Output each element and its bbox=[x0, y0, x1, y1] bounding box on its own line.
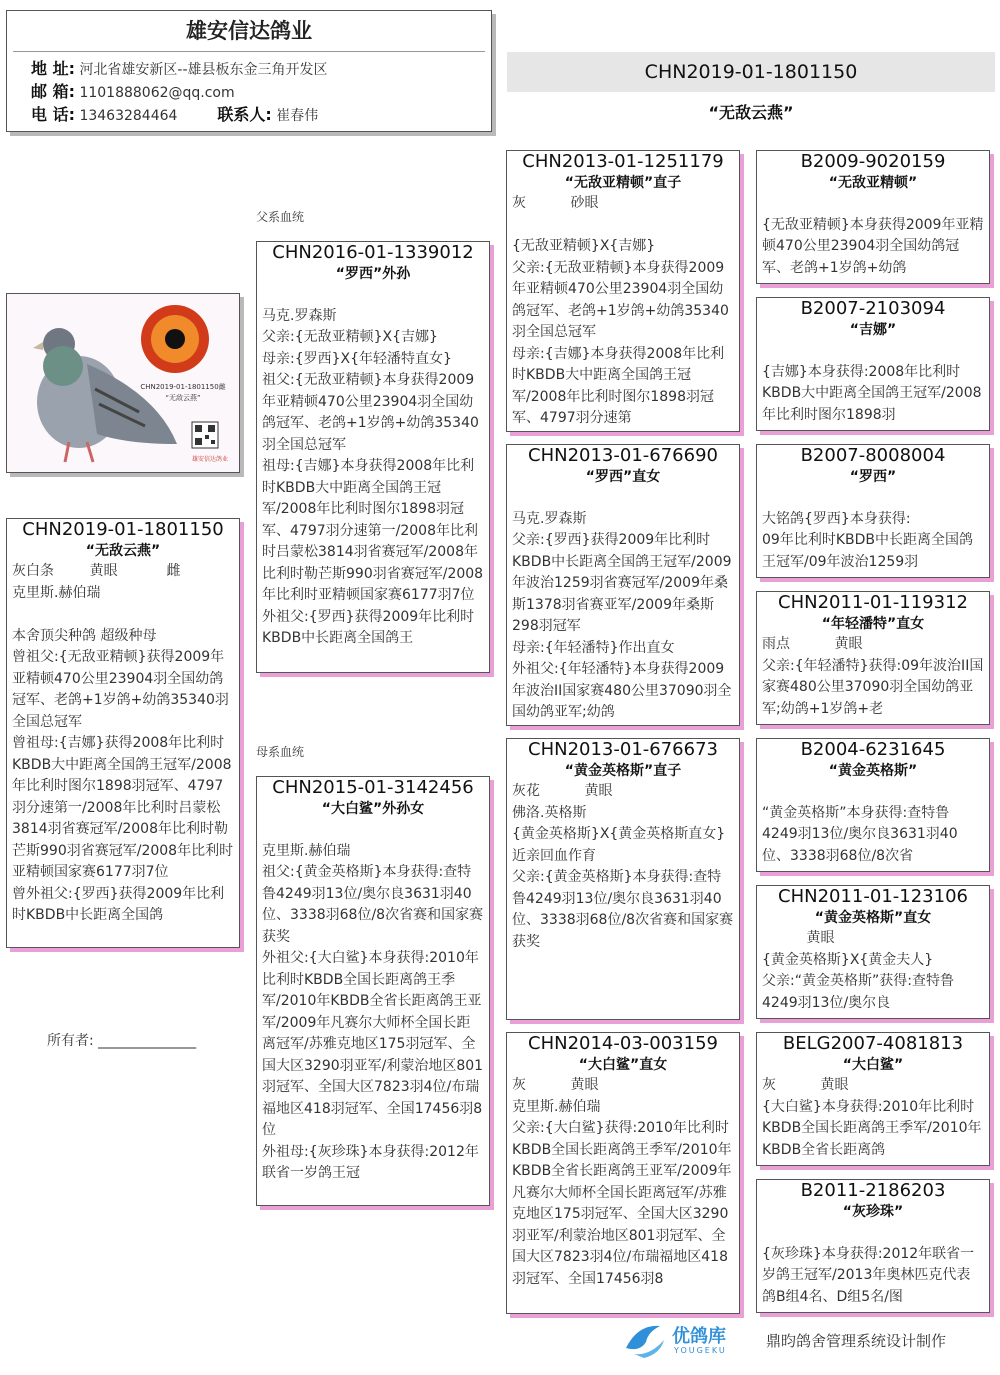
breeder-header bbox=[6, 10, 492, 132]
brand-credit: 鼎昀鸽舍管理系统设计制作 bbox=[766, 1332, 947, 1350]
owner-line bbox=[47, 1030, 196, 1050]
brand-name-cn: 优鸽库 bbox=[672, 1326, 726, 1347]
card-nickname: “无敌亚精顿” bbox=[828, 175, 918, 191]
photo-seal: 雄安信达鸽业 bbox=[191, 456, 228, 463]
card-details: 灰白条 黄眼 雌 克里斯.赫伯瑞 本舍顶尖种鸽 超级种母 曾祖父:{无敌亚精顿}获得2009年亚精顿470公里23904羽全国幼鸽冠军、老鸽+1岁鸽+幼鸽35340羽全国总冠军 曾祖母:{吉娜}获得2008年比利时KBDB大中距离全国鸽王冠军/2008年比利时图尔1898羽冠军、4797羽分速第一/2008年比利时吕蒙松3814羽省赛冠军/2008年比利时勒芒斯990羽省赛冠军/2008年比利时亚精顿国家赛6177羽7位 曾外祖父:{罗西}获得2009年比利时KBDB中长距离全国鸽 bbox=[12, 563, 234, 923]
pedigree-card-ssd bbox=[756, 297, 990, 431]
pedigree-card-sds bbox=[756, 444, 990, 578]
address-value: 河北省雄安新区--雄县板东金三角开发区 bbox=[79, 62, 328, 78]
card-ring: B2009-9020159 bbox=[800, 151, 946, 172]
photo-name-caption: “无敌云燕” bbox=[165, 394, 201, 402]
photo-ring-caption: CHN2019-01-1801150雌 bbox=[140, 383, 226, 391]
card-nickname: “黄金英格斯” bbox=[828, 763, 918, 779]
card-details: “黄金英格斯”本身获得:查特鲁4249羽13位/奥尔良3631羽40位、3338羽68位/8次省 bbox=[762, 804, 958, 864]
phone-value: 13463284464 bbox=[79, 108, 178, 124]
card-nickname: “罗西”外孙 bbox=[335, 266, 411, 282]
pedigree-card-sire-dam bbox=[506, 444, 740, 726]
dam-line-label: 母系血统 bbox=[256, 745, 305, 759]
pedigree-card-dam-dam bbox=[506, 1032, 740, 1314]
card-details: 灰 砂眼 {无敌亚精顿}X{吉娜} 父亲:{无敌亚精顿}本身获得2009年亚精顿470公里23904羽全国幼鸽冠军、老鸽+1岁鸽+幼鸽35340羽全国总冠军 母亲:{吉娜}本身获得2008年比利时KBDB大中距离全国鸽王冠军/2008年比利时图尔1898羽冠军、4797羽分速第 bbox=[512, 195, 729, 426]
card-nickname: “黄金英格斯”直女 bbox=[814, 910, 932, 926]
contact-value: 崔春伟 bbox=[276, 108, 319, 124]
contact-label: 联系人: bbox=[217, 105, 272, 124]
subject-nickname: “无敌云燕” bbox=[708, 103, 794, 122]
pedigree-card-self bbox=[6, 518, 240, 948]
card-nickname: “灰珍珠” bbox=[842, 1204, 904, 1220]
pedigree-card-dds bbox=[756, 1032, 990, 1166]
pedigree-card-ddd bbox=[756, 1179, 990, 1313]
card-details: 克里斯.赫伯瑞 祖父:{黄金英格斯}本身获得:查特鲁4249羽13位/奥尔良3631羽40位、3338羽68位/8次省赛和国家赛获奖 外祖父:{大白鲨}本身获得:2010年比利时KBDB全国长距离鸽王季军/2010年KBDB全省长距离鸽王亚军/2009年凡赛尔大师杯全国长距离冠军/苏雅克地区175羽冠军、全国大区3290羽亚军/利蒙治地区801羽冠军、全国大区7823羽4位/布瑞福地区418羽冠军、全国17456羽8位 外祖母:{灰珍珠}本身获得:2012年联省一岁鸽王冠 bbox=[262, 842, 484, 1181]
card-ring: BELG2007-4081813 bbox=[782, 1033, 964, 1054]
address-label: 地 址: bbox=[31, 59, 75, 78]
pedigree-card-sire bbox=[256, 241, 490, 673]
card-nickname: “年轻潘特”直女 bbox=[821, 616, 925, 632]
card-details: 灰 黄眼 {大白鲨}本身获得:2010年比利时KBDB全国长距离鸽王季军/2010年KBDB全省长距离鸽 bbox=[762, 1077, 982, 1158]
card-ring: CHN2013-01-1251179 bbox=[522, 151, 724, 172]
card-details: {灰珍珠}本身获得:2012年联省一岁鸽王冠军/2013年奥林匹克代表鸽B组4名、D组5名/图 bbox=[762, 1245, 975, 1305]
card-details: 马克.罗森斯 父亲:{无敌亚精顿}X{吉娜} 母亲:{罗西}X{年轻潘特直女} 祖父:{无敌亚精顿}本身获得2009年亚精顿470公里23904羽全国幼鸽冠军、老鸽+1岁鸽+幼鸽35340羽全国总冠军 祖母:{吉娜}本身获得2008年比利时KBDB大中距离全国鸽王冠军/2008年比利时图尔1898羽冠军、4797羽分速第一/2008年比利时吕蒙松3814羽省赛冠军/2008年比利时勒芒斯990羽省赛冠军/2008年比利时亚精顿国家赛6177羽7位 外祖父:{罗西}获得2009年比利时KBDB中长距离全国鸽王 bbox=[262, 307, 484, 646]
card-details: 灰 黄眼 克里斯.赫伯瑞 父亲:{大白鲨}获得:2010年比利时KBDB全国长距离鸽王季军/2010年KBDB全省长距离鸽王亚军/2009年凡赛尔大师杯全国长距离冠军/苏雅克地区175羽冠军、全国大区3290羽亚军/利蒙治地区801羽冠军、全国大区7823羽4位/布瑞福地区418羽冠军、全国17456羽8 bbox=[512, 1077, 732, 1287]
card-ring: CHN2019-01-1801150 bbox=[22, 519, 224, 540]
card-ring: CHN2015-01-3142456 bbox=[272, 777, 474, 798]
card-nickname: “无敌云燕” bbox=[85, 543, 161, 559]
card-details: 灰花 黄眼 佛洛.英格斯 {黄金英格斯}X{黄金英格斯直女}近亲回血作育 父亲:{黄金英格斯}本身获得:查特鲁4249羽13位/奥尔良3631羽40位、3338羽68位/8次省赛和国家赛获奖 bbox=[512, 783, 734, 950]
header-divider bbox=[13, 51, 485, 52]
card-nickname: “大白鲨” bbox=[842, 1057, 904, 1073]
card-ring: B2004-6231645 bbox=[800, 739, 946, 760]
card-nickname: “罗西” bbox=[849, 469, 897, 485]
card-ring: CHN2014-03-003159 bbox=[528, 1033, 718, 1054]
card-ring: CHN2011-01-123106 bbox=[778, 886, 968, 907]
card-details: {无敌亚精顿}本身获得2009年亚精顿470公里23904羽全国幼鸽冠军、老鸽+1岁鸽+幼鸽 bbox=[762, 216, 984, 276]
pedigree-card-dam bbox=[256, 776, 490, 1206]
card-details: 马克.罗森斯 父亲:{罗西}获得2009年比利时KBDB中长距离全国鸽王冠军/2009年波治1259羽省赛冠军/2009年桑斯1378羽省赛亚军/2009年桑斯298羽冠军 母亲:{年轻潘特}作出直女 外祖父:{年轻潘特}本身获得2009年波治II国家赛480公里37090羽全国幼鸽亚军;幼鸽 bbox=[512, 510, 732, 720]
footer-brand bbox=[620, 1318, 990, 1362]
breeder-title: 雄安信达鸽业 bbox=[186, 19, 312, 43]
card-ring: CHN2011-01-119312 bbox=[778, 592, 968, 613]
card-nickname: “无敌亚精顿”直子 bbox=[564, 175, 682, 191]
card-nickname: “大白鲨”外孙女 bbox=[321, 801, 425, 817]
card-ring: B2011-2186203 bbox=[800, 1180, 946, 1201]
brand-name-en: YOUGEKU bbox=[674, 1346, 727, 1355]
phone-row bbox=[7, 104, 491, 127]
pedigree-card-dss bbox=[756, 738, 990, 872]
card-ring: B2007-8008004 bbox=[800, 445, 946, 466]
card-ring: B2007-2103094 bbox=[800, 298, 946, 319]
pedigree-card-sss bbox=[756, 150, 990, 284]
phone-label: 电 话: bbox=[31, 105, 75, 124]
pedigree-card-dsd bbox=[756, 885, 990, 1019]
pedigree-card-sire-sire bbox=[506, 150, 740, 432]
subject-ring-band: CHN2019-01-1801150 bbox=[507, 52, 995, 92]
card-details: 黄眼 {黄金英格斯}X{黄金夫人} 父亲:“黄金英格斯”获得:查特鲁4249羽13位/奥尔良 bbox=[762, 930, 954, 1011]
card-details: {吉娜}本身获得:2008年比利时KBDB大中距离全国鸽王冠军/2008年比利时图尔1898羽 bbox=[762, 363, 982, 423]
brand-logo-icon bbox=[620, 1318, 670, 1362]
pedigree-card-dam-sire bbox=[506, 738, 740, 1020]
card-nickname: “大白鲨”直女 bbox=[578, 1057, 668, 1073]
pedigree-card-sdd bbox=[756, 591, 990, 725]
card-details: 大铭鸽{罗西}本身获得: 09年比利时KBDB中长距离全国鸽王冠军/09年波治1259羽 bbox=[762, 510, 973, 570]
card-nickname: “吉娜” bbox=[849, 322, 897, 338]
card-ring: CHN2013-01-676690 bbox=[528, 445, 718, 466]
card-ring: CHN2016-01-1339012 bbox=[272, 242, 474, 263]
address-row bbox=[7, 58, 491, 81]
email-label: 邮 箱: bbox=[31, 82, 75, 101]
sire-line-label: 父系血统 bbox=[256, 210, 305, 224]
card-nickname: “罗西”直女 bbox=[585, 469, 661, 485]
card-nickname: “黄金英格斯”直子 bbox=[564, 763, 682, 779]
owner-label: 所有者: bbox=[47, 1033, 94, 1049]
email-row bbox=[7, 81, 491, 104]
card-details: 雨点 黄眼 父亲:{年轻潘特}获得:09年波治II国家赛480公里37090羽全国幼鸽亚军;幼鸽+1岁鸽+老 bbox=[762, 636, 984, 717]
owner-blank[interactable]: ______________ bbox=[98, 1033, 197, 1049]
card-ring: CHN2013-01-676673 bbox=[528, 739, 718, 760]
pigeon-photo-card bbox=[6, 293, 240, 473]
email-value[interactable]: 1101888062@qq.com bbox=[79, 85, 235, 101]
